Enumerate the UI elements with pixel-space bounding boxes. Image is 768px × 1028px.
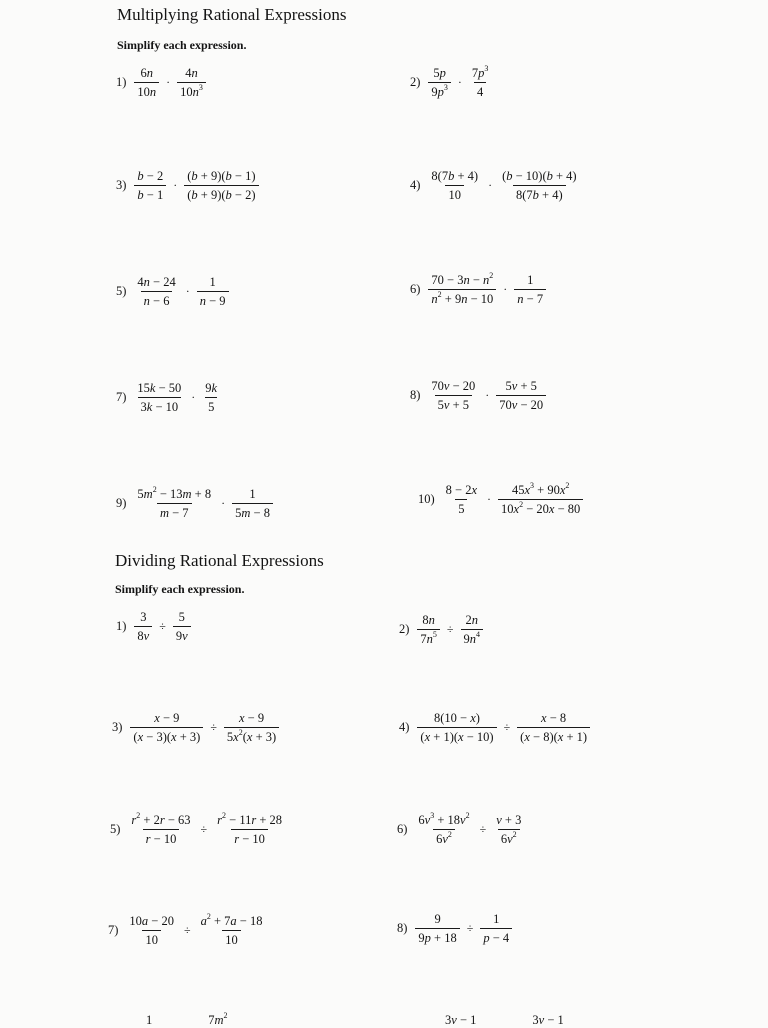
partial-numerator-1: 3v − 1 xyxy=(445,1013,477,1027)
operator: ÷ xyxy=(503,720,511,735)
fraction-1 xyxy=(128,810,193,847)
fraction-1 xyxy=(417,711,496,745)
numerator: $r^2 + 2r - 63$ xyxy=(131,810,191,827)
fraction-2 xyxy=(517,711,590,745)
problem-number: 7) xyxy=(108,923,119,938)
fraction-2 xyxy=(197,275,229,309)
numerator: 8n xyxy=(422,613,435,627)
section-instructions-dividing: Simplify each expression. xyxy=(115,582,245,596)
denominator: (b + 9)(b − 2) xyxy=(184,185,258,202)
operator: ÷ xyxy=(183,923,191,938)
fraction-2 xyxy=(177,66,206,100)
operator: · xyxy=(487,492,492,507)
mult-problem-9 xyxy=(116,484,275,521)
problem-number: 5) xyxy=(116,284,127,299)
denominator: 8(7b + 4) xyxy=(513,185,566,202)
problem-number: 10) xyxy=(418,492,435,507)
fraction-1 xyxy=(415,912,459,946)
fraction-1 xyxy=(428,169,481,203)
numerator: 1 xyxy=(249,487,256,501)
numerator: 5p xyxy=(433,66,446,80)
section-title-multiplying: Multiplying Rational Expressions xyxy=(117,5,347,24)
problem-number: 8) xyxy=(397,921,408,936)
operator: ÷ xyxy=(159,619,166,634)
partial-numerator: $7m^2$ xyxy=(208,1010,228,1027)
fraction-1 xyxy=(134,66,159,100)
numerator: x − 9 xyxy=(238,711,265,725)
denominator: p − 4 xyxy=(480,928,512,945)
operator: ÷ xyxy=(466,921,474,936)
denominator: $10x^2 - 20x - 80$ xyxy=(498,499,583,516)
section-instructions-multiplying: Simplify each expression. xyxy=(117,38,247,52)
numerator: b − 2 xyxy=(137,169,164,183)
denominator: 5 xyxy=(205,397,217,414)
numerator: 6n xyxy=(140,66,154,80)
operator: · xyxy=(185,284,190,299)
problem-number: 4) xyxy=(410,178,421,193)
denominator: 8v xyxy=(134,626,152,643)
numerator: $a^2 + 7a - 18$ xyxy=(200,911,263,928)
div-problem-5 xyxy=(110,810,287,847)
fraction-2 xyxy=(232,487,273,521)
denominator: (x − 3)(x + 3) xyxy=(130,727,203,744)
denominator: 10 xyxy=(222,930,241,947)
denominator: (x − 8)(x + 1) xyxy=(517,727,590,744)
denominator: 4 xyxy=(474,82,486,99)
operator: · xyxy=(166,75,171,90)
numerator: 10a − 20 xyxy=(129,914,174,928)
section-title-dividing: Dividing Rational Expressions xyxy=(115,551,324,570)
numerator: $70 - 3n - n^2$ xyxy=(431,270,494,287)
div-problem-6 xyxy=(397,810,526,847)
fraction-2 xyxy=(214,810,285,847)
numerator: x − 9 xyxy=(154,711,180,725)
mult-problem-10 xyxy=(418,480,585,517)
fraction-2 xyxy=(469,63,492,100)
fraction-1 xyxy=(417,613,440,647)
fraction-2 xyxy=(498,480,583,517)
numerator: 2n xyxy=(465,613,479,627)
operator: · xyxy=(485,388,490,403)
numerator: 8(7b + 4) xyxy=(431,169,479,183)
fraction-2 xyxy=(224,711,279,745)
numerator: 1 xyxy=(493,912,500,926)
operator: · xyxy=(221,496,226,511)
denominator: (x + 1)(x − 10) xyxy=(417,727,496,744)
fraction-2 xyxy=(461,613,484,647)
numerator: 3 xyxy=(140,610,147,624)
problem-number: 1) xyxy=(116,75,127,90)
denominator: $9n^4$ xyxy=(461,629,484,646)
denominator: $6v^2$ xyxy=(433,829,455,846)
denominator: b − 1 xyxy=(134,185,166,202)
partial-problem-left xyxy=(146,1010,228,1028)
fraction-1 xyxy=(134,381,184,415)
fraction-2 xyxy=(202,381,220,415)
denominator: 10n xyxy=(134,82,159,99)
numerator: 5 xyxy=(178,610,185,624)
denominator: 3k − 10 xyxy=(138,397,182,414)
problem-number: 6) xyxy=(397,822,408,837)
denominator: $6v^2$ xyxy=(498,829,520,846)
mult-problem-4 xyxy=(410,169,582,203)
numerator: 15k − 50 xyxy=(137,381,182,395)
partial-number: 1 xyxy=(146,1013,153,1027)
operator: ÷ xyxy=(479,822,487,837)
numerator: $5m^2 - 13m + 8$ xyxy=(137,484,212,501)
operator: · xyxy=(173,178,178,193)
problem-number: 5) xyxy=(110,822,121,837)
denominator: $n^2 + 9n - 10$ xyxy=(428,289,496,306)
div-problem-8 xyxy=(397,912,514,946)
numerator: 70v − 20 xyxy=(431,379,476,393)
mult-problem-5 xyxy=(116,275,231,309)
numerator: $r^2 - 11r + 28$ xyxy=(217,810,283,827)
fraction-2 xyxy=(496,379,546,413)
denominator: 9p + 18 xyxy=(415,928,459,945)
denominator: 10 xyxy=(445,185,464,202)
denominator: 5 xyxy=(455,499,467,516)
fraction-1 xyxy=(428,379,478,413)
fraction-1 xyxy=(443,483,480,517)
numerator: 8 − 2x xyxy=(445,483,478,497)
denominator: n − 6 xyxy=(141,291,173,308)
fraction-2 xyxy=(184,169,258,203)
numerator: $6v^3 + 18v^2$ xyxy=(418,810,470,827)
denominator: n − 7 xyxy=(514,289,546,306)
numerator: 1 xyxy=(209,275,216,289)
numerator: (b − 10)(b + 4) xyxy=(502,169,577,183)
numerator: $7p^3$ xyxy=(471,63,489,80)
numerator: 4n − 24 xyxy=(137,275,176,289)
problem-number: 4) xyxy=(399,720,410,735)
mult-problem-7 xyxy=(116,381,222,415)
denominator: 5v + 5 xyxy=(435,395,472,412)
denominator: n − 9 xyxy=(197,291,229,308)
numerator: 8(10 − x) xyxy=(434,711,480,725)
numerator: v + 3 xyxy=(496,813,522,827)
fraction-1 xyxy=(134,484,214,521)
denominator: $7n^5$ xyxy=(417,629,440,646)
mult-problem-3 xyxy=(116,169,261,203)
operator: ÷ xyxy=(446,622,454,637)
div-problem-2 xyxy=(399,613,485,647)
fraction-1 xyxy=(415,810,472,847)
problem-number: 2) xyxy=(410,75,421,90)
numerator: 5v + 5 xyxy=(505,379,537,393)
div-problem-4 xyxy=(399,711,592,745)
denominator: m − 7 xyxy=(157,503,192,520)
operator: ÷ xyxy=(210,720,217,735)
problem-number: 3) xyxy=(112,720,123,735)
fraction-1 xyxy=(130,711,203,745)
mult-problem-8 xyxy=(410,379,548,413)
denominator: $9p^3$ xyxy=(428,82,451,99)
numerator: 9 xyxy=(434,912,441,926)
problem-number: 1) xyxy=(116,619,127,634)
fraction-1 xyxy=(428,66,451,100)
fraction-2 xyxy=(173,610,191,644)
denominator: r − 10 xyxy=(231,829,268,846)
fraction-2 xyxy=(480,912,512,946)
denominator: 70v − 20 xyxy=(496,395,546,412)
mult-problem-1 xyxy=(116,66,208,100)
problem-number: 2) xyxy=(399,622,410,637)
fraction-1 xyxy=(428,270,496,307)
denominator: 9v xyxy=(173,626,191,643)
fraction-1 xyxy=(126,914,177,948)
operator: · xyxy=(503,282,508,297)
denominator: r − 10 xyxy=(143,829,180,846)
problem-number: 8) xyxy=(410,388,421,403)
fraction-2 xyxy=(198,911,266,948)
fraction-1 xyxy=(134,169,166,203)
div-problem-1 xyxy=(116,610,193,644)
div-problem-7 xyxy=(108,911,267,948)
denominator: $10n^3$ xyxy=(177,82,206,99)
problem-number: 6) xyxy=(410,282,421,297)
numerator: 9k xyxy=(205,381,218,395)
fraction-1 xyxy=(134,610,152,644)
mult-problem-6 xyxy=(410,270,548,307)
denominator: 5m − 8 xyxy=(232,503,273,520)
numerator: $45x^3 + 90x^2$ xyxy=(511,480,570,497)
numerator: 1 xyxy=(527,273,534,287)
fraction-2 xyxy=(499,169,580,203)
fraction-2 xyxy=(493,813,524,847)
div-problem-3 xyxy=(112,711,281,745)
operator: ÷ xyxy=(200,822,208,837)
numerator: 4n xyxy=(185,66,198,80)
denominator: 10 xyxy=(142,930,161,947)
problem-number: 3) xyxy=(116,178,127,193)
numerator: x − 8 xyxy=(541,711,567,725)
problem-number: 7) xyxy=(116,390,127,405)
fraction-2 xyxy=(514,273,546,307)
numerator: (b + 9)(b − 1) xyxy=(187,169,256,183)
denominator: $5x^2(x + 3)$ xyxy=(224,727,279,744)
problem-number: 9) xyxy=(116,496,127,511)
operator: · xyxy=(457,75,462,90)
operator: · xyxy=(191,390,196,405)
operator: · xyxy=(488,178,493,193)
fraction-1 xyxy=(134,275,178,309)
mult-problem-2 xyxy=(410,63,493,100)
partial-numerator-2: 3v − 1 xyxy=(532,1013,564,1027)
partial-problem-right xyxy=(445,1013,564,1028)
